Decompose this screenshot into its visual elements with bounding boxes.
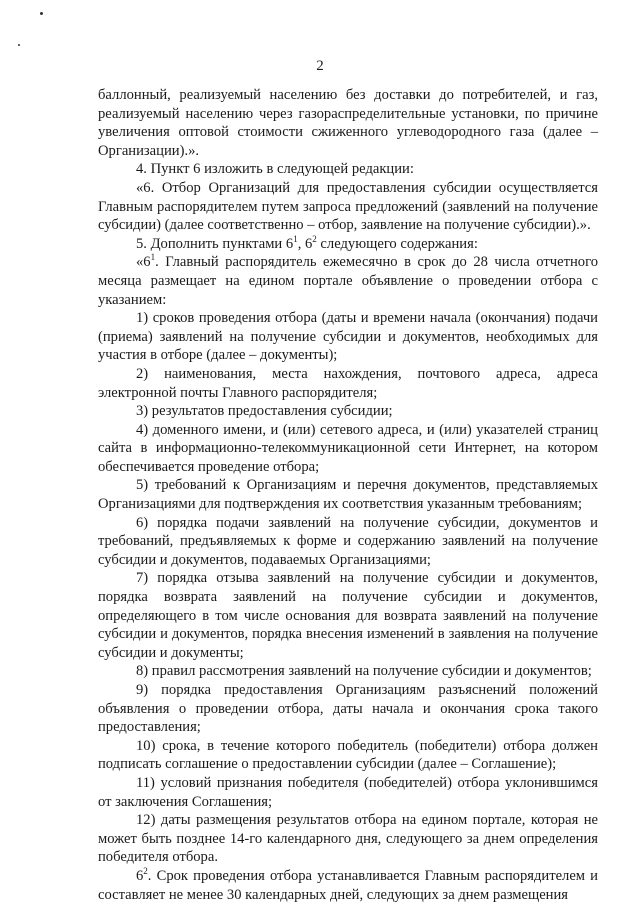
paragraph: баллонный, реализуемый населению без доставки до потребителей, и газ, реализуемый населению через газораспределительные установки, по причине увеличения оптовой стоимости сжиженного углеводородного газа (далее – Организации).». [98,87,598,159]
list-item: 6) порядка подачи заявлений на получение субсидии, документов и требований, предъявляемых к форме и содержанию заявлений на получение субсидии и документов, подаваемых Организациями; [98,514,598,568]
list-item: 2) наименования, места нахождения, почтового адреса, адреса электронной почты Главного распорядителя; [98,365,598,401]
list-item: 5) требований к Организациям и перечня документов, представляемых Организациями для подтверждения их соответствия указанным требованиям; [98,477,598,513]
list-item: 8) правил рассмотрения заявлений на получение субсидии и документов; [136,663,592,680]
list-item: 1) сроков проведения отбора (даты и времени начала (окончания) подачи (приема) заявлений на получение субсидии и документов, необходимых для участия в отборе (далее – документы); [98,310,598,364]
document-body [98,86,598,904]
paragraph: «6. Отбор Организаций для предоставления субсидии осуществляется Главным распорядителем путем запроса предложений (заявлений на получение субсидии) (далее соответственно – отбор, заявление на получение субсидии).». [98,179,598,234]
paragraph: 4. Пункт 6 изложить в следующей редакции: [136,161,414,178]
list-item: 9) порядка предоставления Организациям разъяснений положений объявления о проведении отбора, даты начала и окончания срока такого предоставления; [98,682,598,736]
paragraph: 5. Дополнить пунктами $6^1$, $6^2$ следующего содержания: [136,233,478,252]
page-number: 2 [316,58,324,74]
scan-speck [18,44,20,46]
scan-speck [40,12,43,15]
list-item: 3) результатов предоставления субсидии; [136,403,393,420]
list-item: 11) условий признания победителя (победителей) отбора уклонившимся от заключения Соглашения; [98,774,598,810]
list-item: 7) порядка отзыва заявлений на получение субсидии и документов, порядка возврата заявлений на получение субсидии и документов, определяющего в том числе основания для возврата заявлений на получение субсидии и документов, порядка внесения изменений в заявления на получение субсидии и документы; [98,570,598,661]
list-item: 12) даты размещения результатов отбора на едином портале, которая не может быть позднее 14-го календарного дня, следующего за днем определения победителя отбора. [98,812,598,866]
list-item: 4) доменного имени, и (или) сетевого адреса, и (или) указателей страниц сайта в информационно-телекоммуникационной сети Интернет, на котором обеспечивается проведение отбора; [98,421,598,475]
paragraph: $6^2$. Срок проведения отбора устанавливается Главным распорядителем и составляет не менее 30 календарных дней, следующих за днем размещения [98,865,598,903]
paragraph: «$6^1$. Главный распорядитель ежемесячно в срок до 28 числа отчетного месяца размещает на едином портале объявление о проведении отбора с указанием: [98,252,598,308]
list-item: 10) срока, в течение которого победитель (победители) отбора должен подписать соглашение о предоставлении субсидии (далее – Соглашение); [98,737,598,773]
